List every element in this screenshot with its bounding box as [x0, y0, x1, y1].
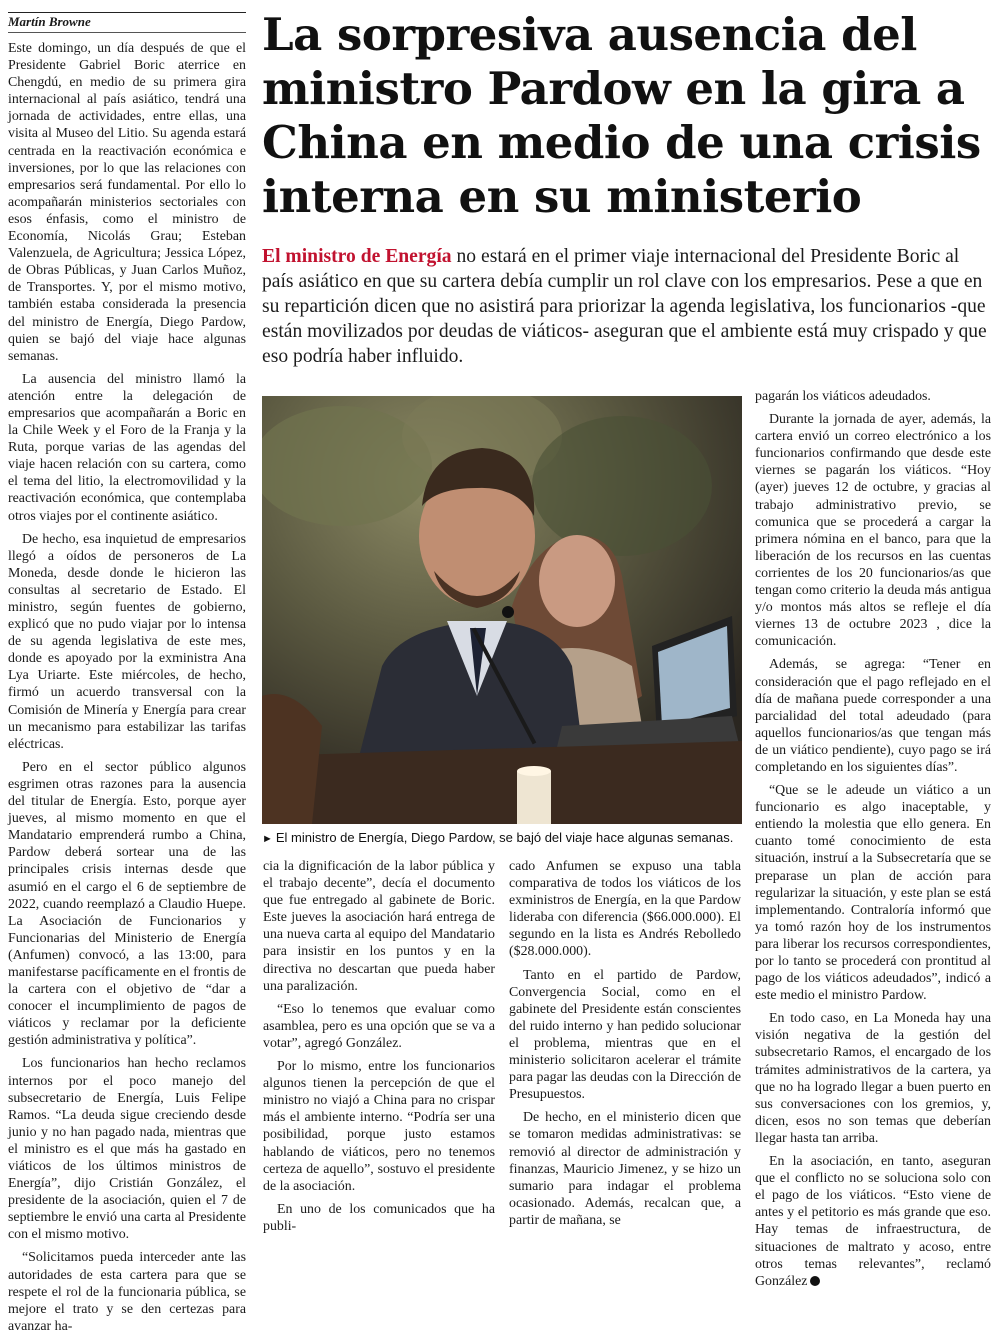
- paragraph: cia la dignificación de la labor pública y el trabajo decente”, decía el documento que fue entregado al gabinete de Boric. Este jueves la asociación hará entrega de una nueva carta al equipo del Mandatario para insistir en los puntos y en la directiva no descartan que pueda haber una paralización.: [263, 859, 495, 994]
- paragraph: pagarán los viáticos adeudados.: [755, 389, 931, 404]
- lede: [262, 244, 990, 369]
- paragraph: La ausencia del ministro llamó la atención entre la delegación de empresarios que acompañarán a Boric en la Chile Week y el Foro de la Franja y la Ruta, porque varias de las agendas del viaje hacen relación con su cartera, como el tema del litio, la electromovilidad y la reactivación económica, que contemplaba otros viajes por el continente asiático.: [8, 371, 246, 524]
- column-1: [8, 40, 246, 1341]
- paragraph-text: En la asociación, en tanto, aseguran que el conflicto no se soluciona solo con el pago de los viáticos. “Esto viene de antes y el petitorio es más grande que eso. Hay temas de infraestructura, de situaciones de maltrato y acoso, entre otros temas relevantes”, reclamó González: [755, 1154, 991, 1289]
- paragraph: Los funcionarios han hecho reclamos internos por el poco manejo del subsecretario de Energía, Luis Felipe Ramos. “La deuda sigue creciendo desde junio y no han pagado nada, mientras que el ministro es el que más ha gastado en viáticos de los últimos ministros de Energía”, dijo Cristián González, el presidente de la asociación, quien el 7 de septiembre le envió una carta al Presidente con el mismo motivo.: [8, 1056, 246, 1243]
- paragraph: Este domingo, un día después de que el Presidente Gabriel Boric aterrice en Chengdú, en medio de su primera gira internacional al país asiático, tendrá una jornada de actividades, entre ellas, una visita al Museo del Litio. Su agenda estará centrada en la reactivación económica e inversiones, por lo que las relaciones con empresarios será fundamental. Por ello lo acompañarán ministerios sectoriales con esos énfasis, como el ministro de Economía, Nicolás Grau; Esteban Valenzuela, de Agricultura; Jessica López, de Obras Públicas, y Juan Carlos Muñoz, de Transportes. Y, por el mismo motivo, también estaba considerada la presencia del ministro de Energía, Diego Pardow, quien se bajó del viaje hace algunas semanas.: [8, 41, 246, 364]
- column-2: [263, 858, 495, 1241]
- paragraph: Durante la jornada de ayer, además, la cartera envió un correo electrónico a los funcionarios confirmando que desde este viernes se pagarán los viáticos. “Hoy (ayer) jueves 12 de octubre, y gracias al trabajo administrativo previo, se comunica que se procederá a cargar la primera nómina en el banco, para que la liberación de los recursos en las cuentas corrientes de los 20 funcionarios/as que tengan como criterio la deuda más antigua y/o montos más altos se refleje el día viernes 13 de octubre 2023 , dice la comunicación.: [755, 412, 991, 650]
- byline: Martín Browne: [8, 12, 246, 33]
- photo-caption: [262, 830, 742, 847]
- paragraph: Pero en el sector público algunos esgrimen otras razones para la ausencia del titular de Energía. Esto, porque ayer jueves, al mismo momento en que el Mandatario emprenderá rumbo a China, Pardow deberá sortear una de las principales crisis internas desde que asumió en el cargo el 6 de septiembre de 2022, cuando reemplazó a Claudio Huepe. La Asociación de Funcionarios y Funcionarias del Ministerio de Energía (Anfumen) convocó, a las 13:00, para manifestarse pacíficamente en el frontis de la cartera con el objetivo de “dar a conocer el incumplimiento de pagos de viáticos y reclamar por la deficiente gestión administrativa y política”.: [8, 759, 246, 1049]
- caption-text: El ministro de Energía, Diego Pardow, se bajó del viaje hace algunas semanas.: [275, 830, 734, 845]
- column-4: [755, 388, 991, 1296]
- minister-photo-illustration: [262, 396, 742, 824]
- paragraph: “Que se le adeude un viático a un funcionario es algo inaceptable, y entiendo la molestia que ello genera. En cuanto tomé conocimiento de esta situación, instruí a la Subsecretaría que se preparase un plan de acción para regularizar la situación, y este plan se está implementando. Contraloría informó que ya tomó razón hoy de los instrumentos para liberar los recursos correspondientes, por lo tanto se procederá con prontitud al pago de los viáticos adeudados”, indicó a este medio el ministro Pardow.: [755, 783, 991, 1004]
- paragraph: De hecho, esa inquietud de empresarios llegó a oídos de personeros de La Moneda, desde donde le hicieron las consultas al secretario de Estado. El ministro, según fuentes de gobierno, explicó que no pudo viajar por lo intensa de su agenda legislativa de este mes, donde es apoyado por la exministra Ana Lya Uriarte. Este miércoles, de hecho, firmó un acuerdo transversal con la Comisión de Minería y Energía para crear un mecanismo para estabilizar las tarifas eléctricas.: [8, 531, 246, 752]
- caption-arrow-icon: ►: [262, 833, 273, 845]
- last-paragraph: [755, 1153, 991, 1290]
- lede-kicker: El ministro de Energía: [262, 246, 452, 267]
- paragraph: De hecho, en el ministerio dicen que se tomaron medidas administrativas: se removió al director de administración y finanzas, Mauricio Jimenez, y se hizo un sumario para indagar el problema ocasionado. Además, recalcan que, a partir de mañana, se: [509, 1110, 741, 1228]
- end-of-article-bullet-icon: [810, 1276, 820, 1286]
- paragraph: “Solicitamos pueda interceder ante las autoridades de esta cartera para que se respete el rol de la funcionaria pública, se mejore el trato y se den certezas para avanzar ha-: [8, 1250, 246, 1334]
- article-photo: [262, 396, 742, 824]
- lede-text: no estará en el primer viaje internacional del Presidente Boric al país asiático en que su cartera debía cumplir un rol clave con los empresarios. Pese a que en su repartición dicen que no asistirá para priorizar la agenda legislativa, los funcionarios -que están movilizados por deudas de viáticos- aseguran que el ambiente está muy crispado y que eso podría haber influido.: [262, 246, 987, 367]
- paragraph: En uno de los comunicados que ha publi-: [263, 1201, 495, 1234]
- headline: La sorpresiva ausencia del ministro Pardow en la gira a China en medio de una crisis interna en su ministerio: [262, 8, 981, 223]
- paragraph: cado Anfumen se expuso una tabla comparativa de todos los viáticos de los exministros de Energía, en la que Pardow lideraba con diferencia ($66.000.000). El segundo en la lista es Andrés Rebolledo ($28.000.000).: [509, 859, 741, 960]
- column-3: [509, 858, 741, 1235]
- paragraph: “Eso lo tenemos que evaluar como asamblea, pero es una opción que se va a votar”, agregó González.: [263, 1001, 495, 1051]
- paragraph: En todo caso, en La Moneda hay una visión negativa de la gestión del subsecretario Ramos, el encargado de los trámites administrativos de la cartera, ya que no ha logrado llegar a buen puerto en sus conversaciones con los gremios, y, dicen, esos no son temas que deberían llegar hasta tan arriba.: [755, 1011, 991, 1146]
- paragraph: Por lo mismo, entre los funcionarios algunos tienen la percepción de que el ministro no viajó a China para no crispar más el ambiente interno. “Podría ser una posibilidad, porque justo estamos hablando de viáticos, pero no tenemos certeza de aquello”, sostuvo el presidente de la asociación.: [263, 1059, 495, 1194]
- paragraph: Además, se agrega: “Tener en consideración que el pago reflejado en el día de mañana puede corresponder a una parcialidad del total adeudado (para aquellos funcionarios/as que tengan más de un viático pendiente), cuyo pago se irá completando en los siguientes días”.: [755, 657, 991, 775]
- paragraph: Tanto en el partido de Pardow, Convergencia Social, como en el gabinete del Presidente están conscientes del ruido interno y han pedido solucionar el problema, mientras que en el ministerio solicitaron acelerar el trámite para pagar las deudas con la Dirección de Presupuestos.: [509, 967, 741, 1103]
